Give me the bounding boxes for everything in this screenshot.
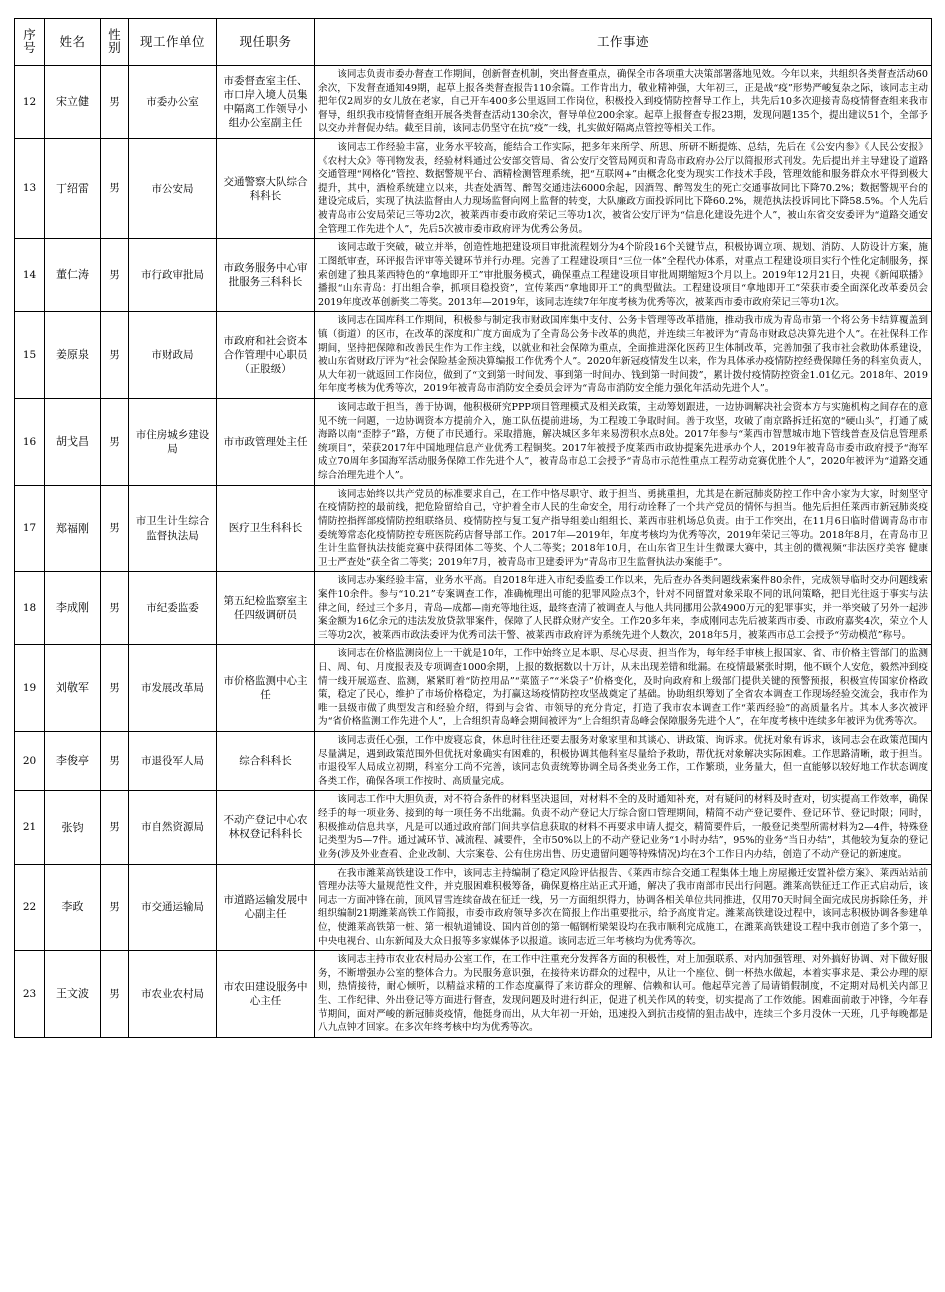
- row-name: 姜原泉: [45, 312, 101, 399]
- row-unit: 市交通运输局: [129, 864, 217, 951]
- row-name: 郑福刚: [45, 485, 101, 572]
- row-seq: 13: [15, 139, 45, 239]
- table-row: [15, 572, 932, 645]
- row-post: 市价格监测中心主任: [217, 645, 315, 732]
- row-unit: 市财政局: [129, 312, 217, 399]
- row-name: 丁绍雷: [45, 139, 101, 239]
- row-name: 李俊亭: [45, 732, 101, 791]
- row-seq: 23: [15, 951, 45, 1038]
- row-deeds: 该同志责任心强，工作中废寝忘食，休息时往往还要去服务对象家里和其谈心、讲政策、询诉求。优抚对象有诉求，该同志会在政策范围内尽量满足，遇到政策范围外但优抚对象确实有困难的，积极协调其他科室尽量给予救助，帮优抚对象解决实际困难。工作思路清晰，敢于担当。市退役军人局成立初期，科室分工尚不完善，该同志负责统筹协调全局各类业务工作，工作繁琐，业务量大，但一直能够以较好地工作状态调度各类工作，确保各项工作按时、高质量完成。: [315, 732, 932, 791]
- row-post: 第五纪检监察室主任四级调研员: [217, 572, 315, 645]
- row-post: 医疗卫生科科长: [217, 485, 315, 572]
- row-seq: 19: [15, 645, 45, 732]
- row-post: 市道路运输发展中心副主任: [217, 864, 315, 951]
- table-row: [15, 645, 932, 732]
- row-deeds: 该同志敢于担当，善于协调，他积极研究PPP项目管理模式及相关政策，主动筹划跟进，一边协调解决社会资本方与实施机构之间存在的意见不统一问题，一边协调资本方提前介入，施工队伍提前进场，为工程竣工争取时间。善于攻坚，攻破了南京路拆迁拓宽的“硬山头”，打通了威海路以南“歪脖子”路，方便了市民通行。采取措施，解决城区多年来易涝积水点8处。2017年参与“莱西市智慧城市地下管线普查及信息管理系统项目”，荣获2017年中国地理信息产业优秀工程铜奖。2017年被授予度莱西市政协提案先进承办个人，2019年被青岛市委市政府授予“海军成立70周年多国海军活动服务保障工作先进个人”，被青岛市总工会授予“青岛市示范性重点工程劳动竞赛优胜个人”，2020年被评为“道路交通综合治理先进个人”。: [315, 399, 932, 486]
- row-sex: 男: [101, 791, 129, 864]
- column-header-seq: [15, 19, 45, 66]
- personnel-roster-table: [14, 18, 932, 1038]
- column-header-sex: [101, 19, 129, 66]
- table-header: [15, 19, 932, 66]
- table-row: [15, 791, 932, 864]
- row-seq: 18: [15, 572, 45, 645]
- row-deeds: 该同志负责市委办督查工作期间，创新督查机制，突出督查重点，确保全市各项重大决策部署落地见效。今年以来，共组织各类督查活动60余次，下发督查通知49期，起草上报各类督查报告110余篇。工作肯出力，敬业精神强，大年初三，正是战“疫”形势严峻复杂之际，该同志主动把年仅2周岁的女儿放在老家，自己开车400多公里返回工作岗位，积极投入到疫情防控督导工作上，共先后10多次迎接青岛疫情督查组来我市督导，组织我市疫情督查组开展各类督查活动130余次，督导单位200余家。起草上报督查专报23期，发现问题135个，提出建议51个，全部予以交办并督促办结。截至目前，该同志仍坚守在抗“疫”一线，扎实做好隔离点管控等相关工作。: [315, 66, 932, 139]
- table-row: [15, 485, 932, 572]
- table-row: [15, 312, 932, 399]
- row-post: 市农田建设服务中心主任: [217, 951, 315, 1038]
- row-name: 李政: [45, 864, 101, 951]
- row-seq: 12: [15, 66, 45, 139]
- row-sex: 男: [101, 864, 129, 951]
- table-row: [15, 951, 932, 1038]
- row-seq: 20: [15, 732, 45, 791]
- row-deeds: 该同志工作中大胆负责，对不符合条件的材料坚决退回，对材料不全的及时通知补充，对有疑问的材料及时查对，切实提高工作效率，确保经手的每一项业务、接到的每一项任务不出纰漏。负责不动产登记大厅综合窗口管理期间，精简不动产登记要件、登记环节、登记时限；同时，积极推动信息共享，凡是可以通过政府部门间共享信息获取的材料不再要求申请人提交，精简要件后，一般登记类型所需材料为2—4件，特殊登记类型为5—7件。通过减环节、减流程、减要件，全市50%以上的不动产登记业务“1小时办结”，95%的业务“当日办结”，其他较为复杂的登记业务(涉及外业查看、企业改制、大宗案卷、公有住房出售、历史遗留问题等特殊情况)均在3个工作日内办结，创造了不动产登记的新速度。: [315, 791, 932, 864]
- row-name: 宋立健: [45, 66, 101, 139]
- row-unit: 市住房城乡建设局: [129, 399, 217, 486]
- row-unit: 市发展改革局: [129, 645, 217, 732]
- row-post: 市政务服务中心审批服务三科科长: [217, 239, 315, 312]
- row-name: 张钧: [45, 791, 101, 864]
- row-unit: 市纪委监委: [129, 572, 217, 645]
- header-row: [15, 19, 932, 66]
- table-row: [15, 139, 932, 239]
- row-unit: 市退役军人局: [129, 732, 217, 791]
- row-seq: 22: [15, 864, 45, 951]
- row-post: 市委督查室主任、市口岸入境人员集中隔离工作领导小组办公室副主任: [217, 66, 315, 139]
- row-name: 董仁涛: [45, 239, 101, 312]
- row-unit: 市委办公室: [129, 66, 217, 139]
- column-header-sex-label: 性别: [108, 27, 122, 56]
- row-name: 王文波: [45, 951, 101, 1038]
- row-seq: 15: [15, 312, 45, 399]
- row-sex: 男: [101, 399, 129, 486]
- column-header-seq-label: 序号: [23, 27, 37, 56]
- row-deeds: 该同志在国库科工作期间，积极参与制定我市财政国库集中支付、公务卡管理等改革措施，推动我市成为青岛市第一个将公务卡结算覆盖到镇（街道）的区市，在改革的深度和广度方面成为了全青岛公务卡改革的典范，并连续三年被评为“青岛市财政总决算先进个人”。在社保科工作期间，坚持把保障和改善民生作为工作主线，以就业和社会保障为重点，全面推进深化医药卫生体制改革，完善加强了我市社会救助体系建设，被山东省财政厅评为“社会保险基金预决算编报工作优秀个人”。2020年新冠疫情发生以来，作为具体承办疫情防控经费保障任务的科室负责人，从大年初一就返回工作岗位，做到了“文到第一时间发、事到第一时间办、钱到第一时间拨”，累计拨付疫情防控资金1.01亿元。2018年、2019年年度考核为优秀等次，2019年被青岛市消防安全委员会评为“青岛市消防安全能力强化年活动先进个人”。: [315, 312, 932, 399]
- column-header-post: 现任职务: [217, 19, 315, 66]
- row-unit: 市行政审批局: [129, 239, 217, 312]
- row-unit: 市自然资源局: [129, 791, 217, 864]
- row-unit: 市公安局: [129, 139, 217, 239]
- column-header-unit: 现工作单位: [129, 19, 217, 66]
- row-sex: 男: [101, 485, 129, 572]
- table-body: [15, 66, 932, 1038]
- column-header-name: 姓名: [45, 19, 101, 66]
- table-row: [15, 399, 932, 486]
- row-post: 交通警察大队综合科科长: [217, 139, 315, 239]
- row-sex: 男: [101, 66, 129, 139]
- row-seq: 21: [15, 791, 45, 864]
- row-sex: 男: [101, 239, 129, 312]
- row-deeds: 该同志始终以共产党员的标准要求自己，在工作中恪尽职守、敢于担当、勇挑重担，尤其是在新冠肺炎防控工作中舍小家为大家，时刻坚守在疫情防控的最前线，把危险留给自己，守护着全市人民的生命安全，用行动诠释了一个共产党员的情怀与担当。他先后担任莱西市新冠肺炎疫情防控指挥部疫情防控组联络员、疫情防控与复工复产指导组姜山组组长、莱西市驻机场总负责。由于工作突出，在11月6日临时借调青岛市市委统筹常态化疫情防控专班医院药店督导部工作。2017年—2019年，年度考核均为优秀等次，2019年荣记三等功。2018年8月，在青岛市卫生计生监督执法技能竞赛中获得团体二等奖、个人二等奖；2018年10月，在山东省卫生计生微课大赛中，其主创的微视频“非法医疗美容 健康卫士严查处”获全省二等奖；2019年7月，被青岛市卫建委评为“青岛市卫生监督执法办案能手”。: [315, 485, 932, 572]
- table-row: [15, 864, 932, 951]
- row-seq: 14: [15, 239, 45, 312]
- row-post: 市市政管理处主任: [217, 399, 315, 486]
- row-name: 李成刚: [45, 572, 101, 645]
- row-seq: 17: [15, 485, 45, 572]
- table-row: [15, 239, 932, 312]
- column-header-deeds: 工作事迹: [315, 19, 932, 66]
- row-sex: 男: [101, 572, 129, 645]
- row-deeds: 该同志在价格监测岗位上一干就是10年，工作中始终立足本职、尽心尽责、担当作为，每年经手审核上报国家、省、市价格主管部门的监测日、周、旬、月度报表及专项调查1000余期，上报的数据数以十万计，从未出现差错和纰漏。在疫情最紧张时期，他不顾个人安危，毅然冲到疫情一线开展巡查、监测，紧紧盯着“防控用品”“菜篮子”“米袋子”价格变化，及时向政府和上级部门提供关键的预警预报，积极宣传国家价格政策，稳定了民心，维护了市场价格稳定，为打赢这场疫情防控攻坚战奠定了基础。协助组织筹划了全省农本调查工作现场经验交流会，我市作为唯一县级市做了典型发言和经验介绍，得到与会省、市领导的充分肯定，打造了我市农本调查工作“莱西经验”的高质量名片。其本人多次被评为“省价格监测工作先进个人”，上合组织青岛峰会期间被评为“上合组织青岛峰会保障服务先进个人”，在年度考核中连续多年被评为优秀等次。: [315, 645, 932, 732]
- row-post: 市政府和社会资本合作管理中心职员（正股级）: [217, 312, 315, 399]
- table-row: [15, 66, 932, 139]
- row-unit: 市卫生计生综合监督执法局: [129, 485, 217, 572]
- row-unit: 市农业农村局: [129, 951, 217, 1038]
- row-sex: 男: [101, 732, 129, 791]
- row-deeds: 该同志主持市农业农村局办公室工作，在工作中注重充分发挥各方面的积极性，对上加强联系、对内加强管理、对外搞好协调、对下做好服务，不断增强办公室的整体合力。为民服务意识强，在接待来访群众的过程中，从让一个座位、倒一杯热水做起，本着实事求是、秉公办理的原则，热情接待，耐心倾听，以精益求精的工作态度赢得了来访群众的理解、信赖和认可。他起草完善了局请销假制度，不定期对局机关内部卫生、工作纪律、外出登记等方面进行督查，发现问题及时进行纠正，促进了机关作风的转变，切实提高了工作效能。困难面前敢于冲锋，今年春节期间，面对严峻的新冠肺炎疫情，他挺身而出，从大年初一开始，迅速投入到抗击疫情的狙击战中，连续三个多月没休一天班，几乎每晚都是八九点钟才回家。在多次年终考核中均为优秀等次。: [315, 951, 932, 1038]
- row-deeds: 该同志办案经验丰富，业务水平高。自2018年进入市纪委监委工作以来，先后查办各类问题线索案件80余件，完成领导临时交办问题线索案件10余件。参与“10.21”专案调查工作，准确梳理出可能的犯罪风险点3个，针对不同留置对象采取不同的讯问策略，把目光往返于事实与法律之间，经过三个多月，青岛—成都—南充等地往返，最终查清了被调查人与他人共同挪用公款4900万元的犯罪事实，并一举突破了另外一起涉案金额为16亿余元的违法发放贷款罪案件，保障了人民群众财产安全。工作20多年来，李成刚同志先后被莱西市委、市政府嘉奖4次，荣立个人三等功2次，被莱西市政法委评为优秀司法干警、被莱西市政府评为系统先进个人数次，2018年5月，被莱西市总工会授予“劳动模范”称号。: [315, 572, 932, 645]
- row-name: 刘敬军: [45, 645, 101, 732]
- row-sex: 男: [101, 139, 129, 239]
- row-deeds: 在我市潍莱高铁建设工作中，该同志主持编制了稳定风险评估报告、《莱西市综合交通工程集体土地上房屋搬迁安置补偿方案》、莱西站站前管理办法等大量规范性文件，并克服困难积极筹备，确保夏格庄站正式开通，解决了我市南部市民出行问题。潍莱高铁征迁工作正式启动后，该同志一方面冲锋在前，顶风冒雪连续奋战在征迁一线，另一方面组织得力，协调各相关单位共同推进，仅用70天时间全面完成民房拆除任务，并组织编制21期潍莱高铁工作简报，市委市政府领导多次在简报上作出重要批示，给予高度肯定。潍莱高铁建设过程中，该同志积极协调各参建单位，使潍莱高铁第一桩、第一根轨道铺设、国内首创的第一幅钢桁梁架设均在我市顺利完成施工，在潍莱高铁建设工程中我市创造了多个第一，中央电视台、山东新闻及大众日报等多家媒体予以报道。该同志近三年考核均为优秀等次。: [315, 864, 932, 951]
- row-sex: 男: [101, 645, 129, 732]
- row-name: 胡戈昌: [45, 399, 101, 486]
- row-deeds: 该同志工作经验丰富，业务水平较高，能结合工作实际，把多年来所学、所思、所研不断提炼、总结，先后在《公安内参》《人民公安报》《农村大众》等刊物发表，经验材料通过公安部交管局、省公安厅交管局网页和青岛市政府办公厅以简报形式刊发。先后提出并主导建设了道路交通管理“网格化”管控、数据警规平台、酒精检测管理系统，把“互联网+”由概念化变为现实工作技术手段，管理效能和服务群众水平得到极大提升，其中，酒检系统建立以来，共查处酒驾、醉驾交通违法6000余起，因酒驾、醉驾发生的死亡交通事故同比下降70.2%；数据警规平台的建设完成后，实现了执法监督由人力现场监督向网上监督的转变，大队廉政方面投诉同比下降60.2%，规范执法投诉同比下降58.5%。个人先后被青岛市公安局荣记三等功2次，被莱西市委市政府荣记三等功1次，被省公安厅评为“信息化建设先进个人”，被山东省交安委评为“道路交通安全管理工作先进个人”，先后5次被市委市政府评为优秀公务员。: [315, 139, 932, 239]
- row-sex: 男: [101, 312, 129, 399]
- row-deeds: 该同志敢于突破，破立并举，创造性地把建设项目审批流程划分为4个阶段16个关键节点，积极协调立项、规划、消防、人防设计方案，施工图纸审查，环评报告评审等关键环节并行办理。完善了工程建设项目“三位一体”全程代办体系，对重点工程建设项目实行个性化定制服务，探索创建了独具莱西特色的“拿地即开工”审批服务模式，确保重点工程建设项目审批周期缩短3个月以上。2019年12月21日，央视《新闻联播》播报“山东青岛：打出组合拳，抓项目稳投资”，宣传莱西“拿地即开工”的典型做法。工程建设项目“拿地即开工”荣获市委全面深化改革委员会2019年度改革创新奖二等奖。2013年—2019年，该同志连续7年年度考核为优秀等次，被莱西市委市政府荣记三等功1次。: [315, 239, 932, 312]
- row-seq: 16: [15, 399, 45, 486]
- row-post: 综合科科长: [217, 732, 315, 791]
- row-sex: 男: [101, 951, 129, 1038]
- row-post: 不动产登记中心农林权登记科科长: [217, 791, 315, 864]
- table-row: [15, 732, 932, 791]
